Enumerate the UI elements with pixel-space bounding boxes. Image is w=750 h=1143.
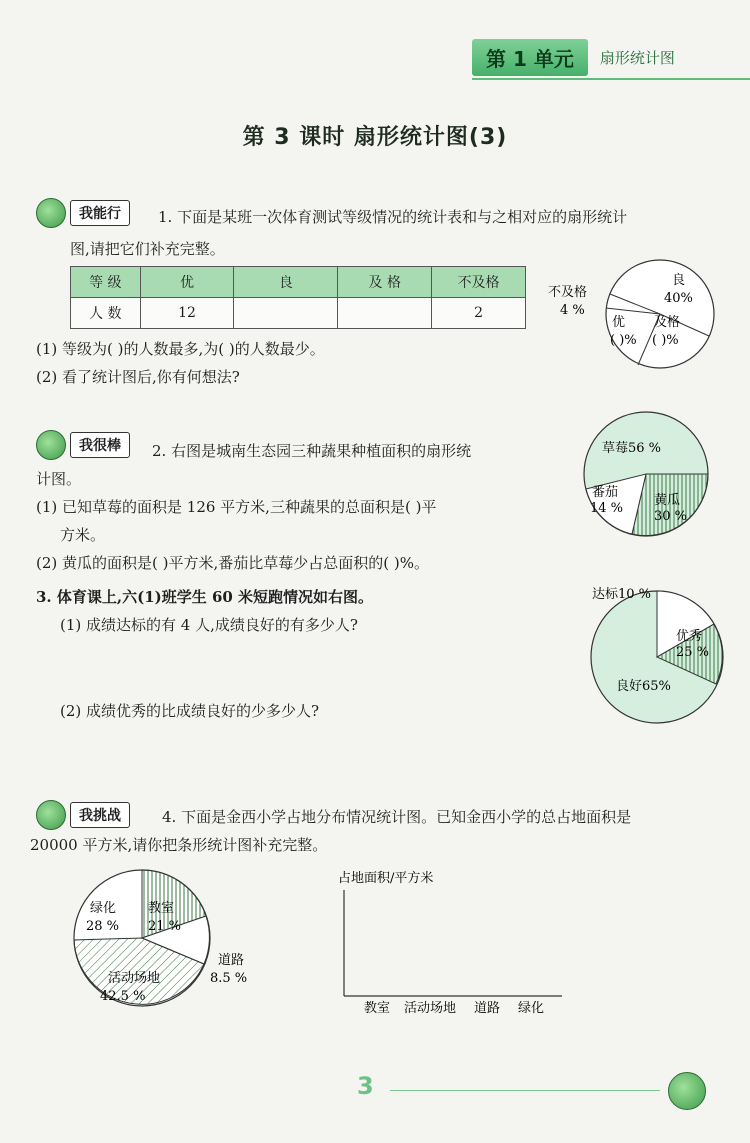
table-cell[interactable]: 12 (140, 298, 234, 329)
pie-label: 黄瓜 (654, 493, 681, 508)
q1-line1: 1. 下面是某班一次体育测试等级情况的统计表和与之相对应的扇形统计 (158, 208, 628, 226)
table-row (71, 298, 526, 329)
q4-line1: 4. 下面是金西小学占地分布情况统计图。已知金西小学的总占地面积是 (162, 808, 632, 826)
unit-label: 第 1 单元 (472, 39, 588, 76)
mascot-icon (36, 430, 66, 460)
table-cell: 优 (140, 267, 234, 298)
pie-label: 道路 (218, 953, 245, 968)
pie-label: ( )% (610, 333, 637, 348)
pie-label: 草莓56 % (602, 441, 662, 456)
bar-tick-label: 教室 (364, 1001, 391, 1016)
unit-header (472, 40, 750, 74)
table-row (71, 267, 526, 298)
pie-chart-grades (540, 256, 720, 376)
q2-sub2: (2) 黄瓜的面积是( )平方米,番茄比草莓少占总面积的( )%。 (36, 554, 429, 572)
pie-label: 14 % (590, 501, 624, 516)
table-cell: 2 (432, 298, 526, 329)
pie-label: 良好65% (616, 679, 671, 694)
badge-label: 我很棒 (70, 432, 130, 458)
pie-label: 30 % (654, 509, 688, 524)
footer-rule (390, 1090, 660, 1091)
pie-label: 及格 (654, 315, 681, 330)
pie-label: 活动场地 (108, 971, 161, 986)
badge-wotiaozhan (36, 800, 130, 830)
q1-line2: 图,请把它们补充完整。 (70, 240, 225, 258)
pie-label: 良 (672, 273, 686, 288)
bar-chart-campus (330, 868, 570, 1018)
grade-table (70, 266, 526, 329)
q3-sub2: (2) 成绩优秀的比成绩良好的少多少人? (60, 702, 320, 720)
mascot-icon (668, 1072, 706, 1110)
bar-tick-label: 道路 (474, 1001, 501, 1016)
mascot-icon (36, 198, 66, 228)
unit-topic: 扇形统计图 (599, 48, 675, 67)
page-title: 第 3 课时 扇形统计图(3) (242, 125, 508, 150)
pie-label: 21 % (148, 919, 182, 934)
pie-label: 番茄 (592, 485, 619, 500)
q3-sub1: (1) 成绩达标的有 4 人,成绩良好的有多少人? (60, 616, 358, 634)
pie-label: 28 % (86, 919, 120, 934)
table-cell: 人 数 (71, 298, 141, 329)
pie-label: 25 % (676, 645, 710, 660)
header-rule (472, 78, 750, 80)
pie-label: ( )% (652, 333, 679, 348)
q4-line2: 20000 平方米,请你把条形统计图补充完整。 (30, 836, 328, 854)
q2-sub1a: (1) 已知草莓的面积是 126 平方米,三种蔬果的总面积是( )平 (36, 498, 437, 516)
bar-tick-label: 绿化 (518, 1001, 545, 1016)
pie-chart-campus (54, 868, 264, 1018)
pie-label: 优 (612, 315, 626, 330)
pie-chart-vegetables (572, 408, 722, 538)
table-cell: 及 格 (338, 267, 432, 298)
pie-label: 绿化 (90, 901, 117, 916)
q3-line1: 3. 体育课上,六(1)班学生 60 米短跑情况如右图。 (36, 588, 374, 606)
q2-sub1b: 方米。 (60, 526, 106, 544)
pie-label: 不及格 (548, 285, 588, 300)
table-cell: 等 级 (71, 267, 141, 298)
table-cell: 不及格 (432, 267, 526, 298)
pie-label: 优秀 (676, 629, 703, 644)
pie-label: 40% (664, 291, 693, 306)
q1-sub1: (1) 等级为( )的人数最多,为( )的人数最少。 (36, 340, 325, 358)
pie-label: 8.5 % (210, 971, 248, 986)
pie-label: 4 % (560, 303, 585, 318)
badge-label: 我能行 (70, 200, 130, 226)
badge-wohenbang (36, 430, 130, 460)
q2-line2: 计图。 (36, 470, 82, 488)
pie-label: 达标10 % (592, 587, 652, 602)
q2-line1: 2. 右图是城南生态园三种蔬果种植面积的扇形统 (152, 442, 472, 460)
bar-ylabel: 占地面积/平方米 (338, 871, 434, 886)
badge-woneng (36, 198, 130, 228)
mascot-icon (36, 800, 66, 830)
pie-label: 42.5 % (100, 989, 146, 1004)
q1-sub2: (2) 看了统计图后,你有何想法? (36, 368, 240, 386)
bar-tick-label: 活动场地 (404, 1001, 457, 1016)
pie-label: 教室 (148, 901, 175, 916)
table-cell[interactable] (234, 298, 338, 329)
pie-chart-sprint (580, 580, 730, 730)
table-cell[interactable] (338, 298, 432, 329)
table-cell: 良 (234, 267, 338, 298)
badge-label: 我挑战 (70, 802, 130, 828)
page-number: 3 (357, 1072, 374, 1100)
